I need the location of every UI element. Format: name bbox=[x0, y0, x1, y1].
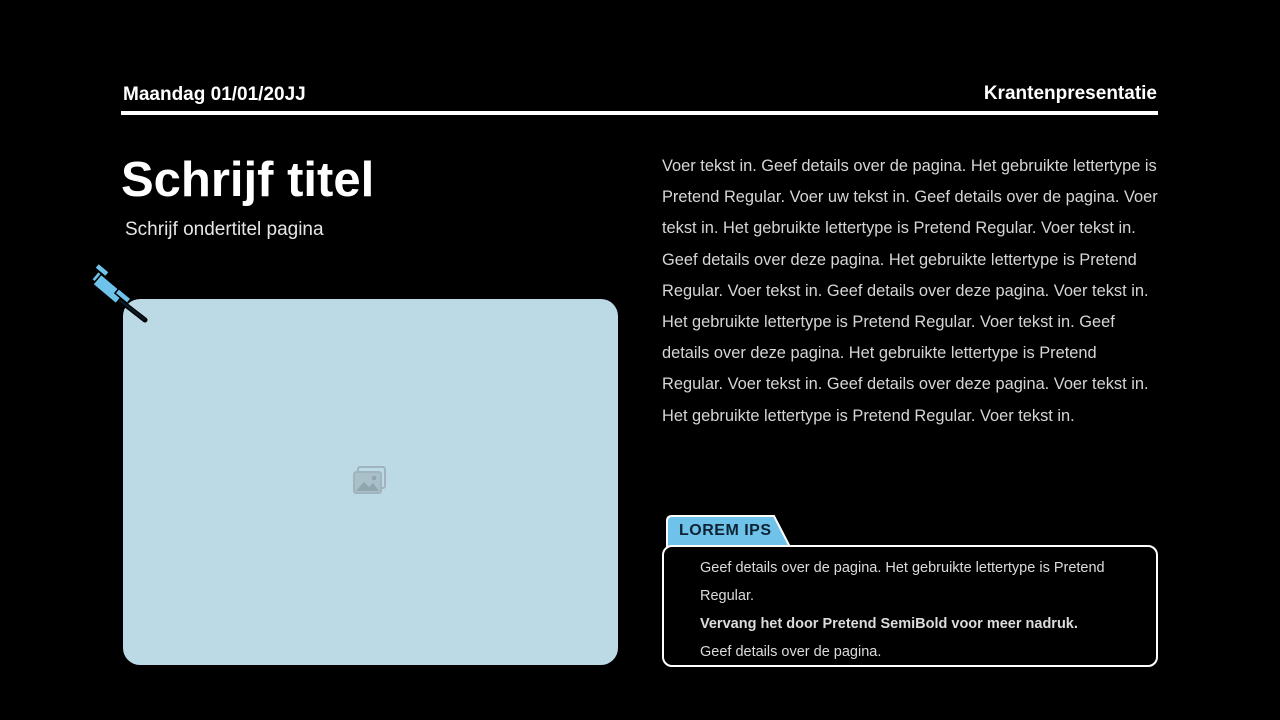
callout-tab bbox=[662, 514, 796, 548]
page-subtitle: Schrijf ondertitel pagina bbox=[125, 219, 324, 240]
callout-text-regular: Geef details over de pagina. Het gebruikte lettertype is Pretend Regular. bbox=[700, 560, 1105, 604]
header-section-title: Krantenpresentatie bbox=[983, 83, 1157, 104]
callout-tab-label: LOREM IPS bbox=[679, 522, 772, 539]
article-body-text: Voer tekst in. Geef details over de pagina. Het gebruikte lettertype is Pretend Regular. Voer uw tekst in. Geef details over de pagina. Voer tekst in. Het gebruikte lettertype is Pretend Regular. Voer tekst in. Geef details over deze pagina. Het gebruikte lettertype is Pretend Regular. Voer tekst in. Geef details over deze pagina. Voer tekst in. Het gebruikte lettertype is Pretend Regular. Voer tekst in. Geef details over deze pagina. Het gebruikte lettertype is Pretend Regular. Voer tekst in. Geef details over deze pagina. Voer tekst in. Het gebruikte lettertype is Pretend Regular. Voer tekst in. bbox=[662, 157, 1158, 425]
callout-text-closing: Geef details over de pagina. bbox=[700, 644, 882, 660]
image-placeholder-icon bbox=[353, 466, 387, 496]
callout-text-emphasis: Vervang het door Pretend SemiBold voor meer nadruk. bbox=[700, 616, 1078, 632]
image-frame[interactable] bbox=[123, 299, 618, 665]
header-date: Maandag 01/01/20JJ bbox=[123, 84, 306, 105]
callout-box bbox=[662, 545, 1158, 667]
page-title: Schrijf titel bbox=[121, 153, 375, 207]
header-divider bbox=[121, 111, 1158, 115]
callout-content bbox=[700, 554, 1120, 666]
pushpin-icon bbox=[88, 262, 152, 326]
